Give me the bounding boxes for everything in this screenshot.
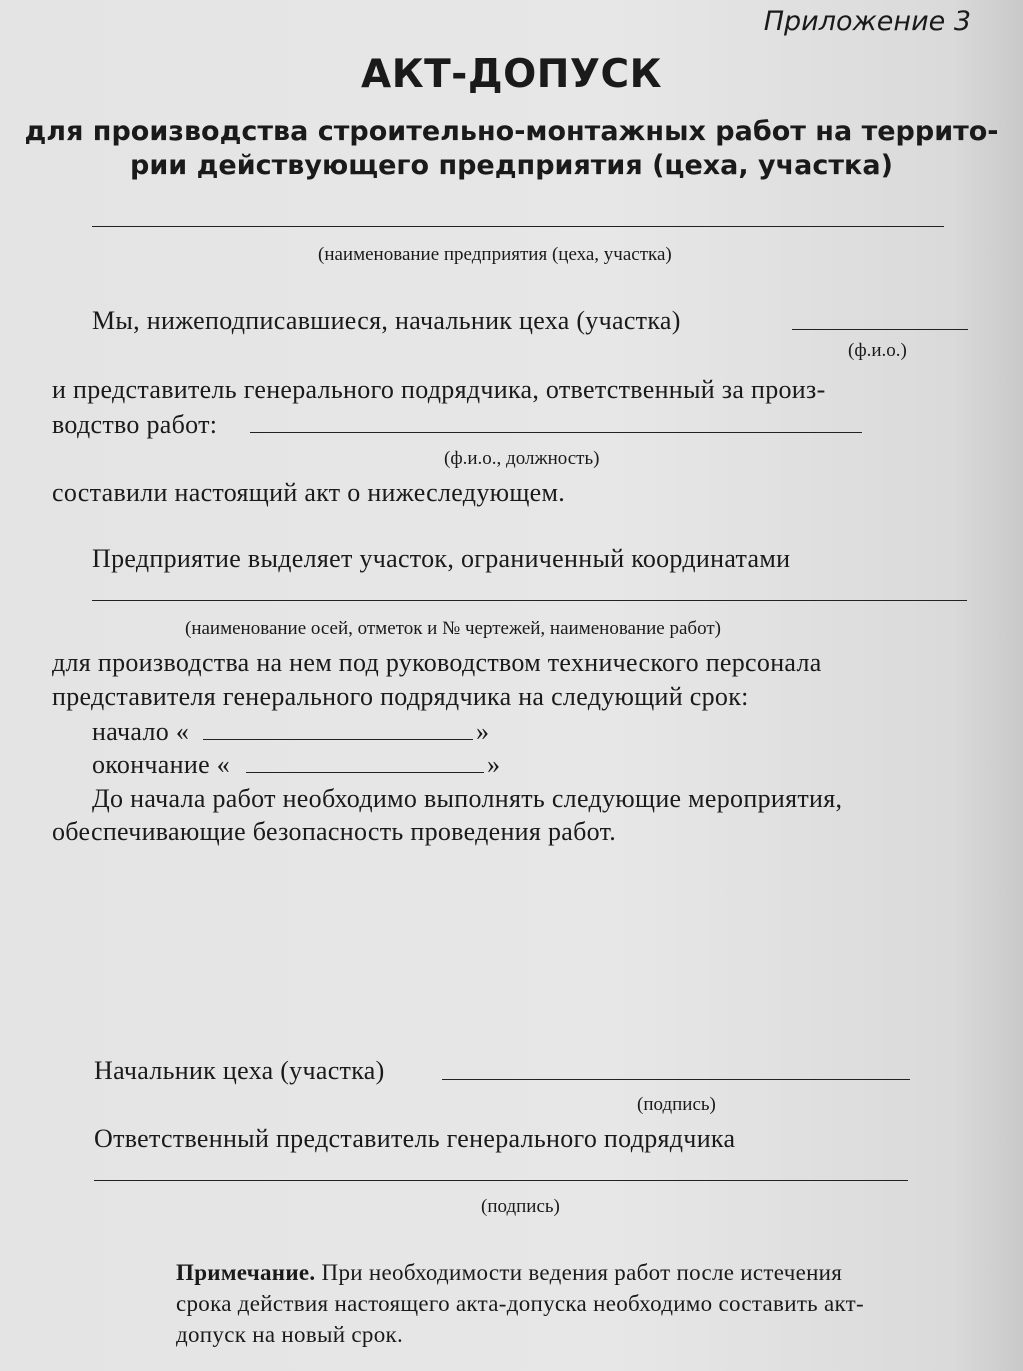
note-label: Примечание. <box>176 1260 316 1285</box>
shop-chief-signature-label: Начальник цеха (участка) <box>94 1056 385 1085</box>
start-label: начало « <box>92 717 190 746</box>
document-title: АКТ-ДОПУСК <box>361 52 662 97</box>
paragraph3-line2: обеспечивающие безопасность проведения работ. <box>52 817 617 846</box>
enterprise-name-line[interactable] <box>92 226 944 227</box>
coordinates-line[interactable] <box>92 600 967 601</box>
signature1-caption: (подпись) <box>637 1094 716 1115</box>
note-line3: допуск на новый срок. <box>176 1322 404 1347</box>
paragraph1-line2: и представитель генерального подрядчика, ответственный за произ- <box>52 375 826 404</box>
signature2-caption: (подпись) <box>481 1196 560 1217</box>
document-subtitle-line1: для производства строительно-монтажных работ на террито- <box>24 116 999 147</box>
contractor-signature-label: Ответственный представитель генерального подрядчика <box>94 1124 736 1153</box>
contractor-rep-line[interactable] <box>250 432 862 433</box>
paragraph2-line3: представителя генерального подрядчика на следующий срок: <box>52 682 749 711</box>
end-label: окончание « <box>92 750 231 779</box>
fio-caption: (ф.и.о.) <box>848 340 907 361</box>
enterprise-name-caption: (наименование предприятия (цеха, участка) <box>318 244 672 265</box>
document-subtitle-line2: рии действующего предприятия (цеха, участка) <box>130 150 893 181</box>
axes-caption: (наименование осей, отметок и № чертежей, наименование работ) <box>185 618 721 639</box>
contractor-signature-line[interactable] <box>94 1180 908 1181</box>
shop-chief-name-line[interactable] <box>792 329 968 330</box>
paragraph1-line1: Мы, нижеподписавшиеся, начальник цеха (участка) <box>92 306 681 335</box>
note-line1-text: При необходимости ведения работ после истечения <box>321 1260 843 1285</box>
note-line2: срока действия настоящего акта-допуска необходимо составить акт- <box>176 1291 864 1316</box>
fio-position-caption: (ф.и.о., должность) <box>444 448 600 469</box>
note-line1 <box>176 1260 842 1286</box>
paragraph1-line4: составили настоящий акт о нижеследующем. <box>52 478 566 507</box>
appendix-label: Приложение 3 <box>763 6 971 37</box>
paragraph1-line3: водство работ: <box>52 410 218 439</box>
shop-chief-signature-line[interactable] <box>442 1079 910 1080</box>
end-date-line[interactable] <box>246 772 484 773</box>
start-date-line[interactable] <box>203 739 473 740</box>
start-quote-close: » <box>476 717 490 746</box>
paragraph2-line1: Предприятие выделяет участок, ограниченный координатами <box>92 544 791 573</box>
paragraph2-line2: для производства на нем под руководством технического персонала <box>52 648 822 677</box>
end-quote-close: » <box>487 750 501 779</box>
paragraph3-line1: До начала работ необходимо выполнять следующие мероприятия, <box>92 784 843 813</box>
